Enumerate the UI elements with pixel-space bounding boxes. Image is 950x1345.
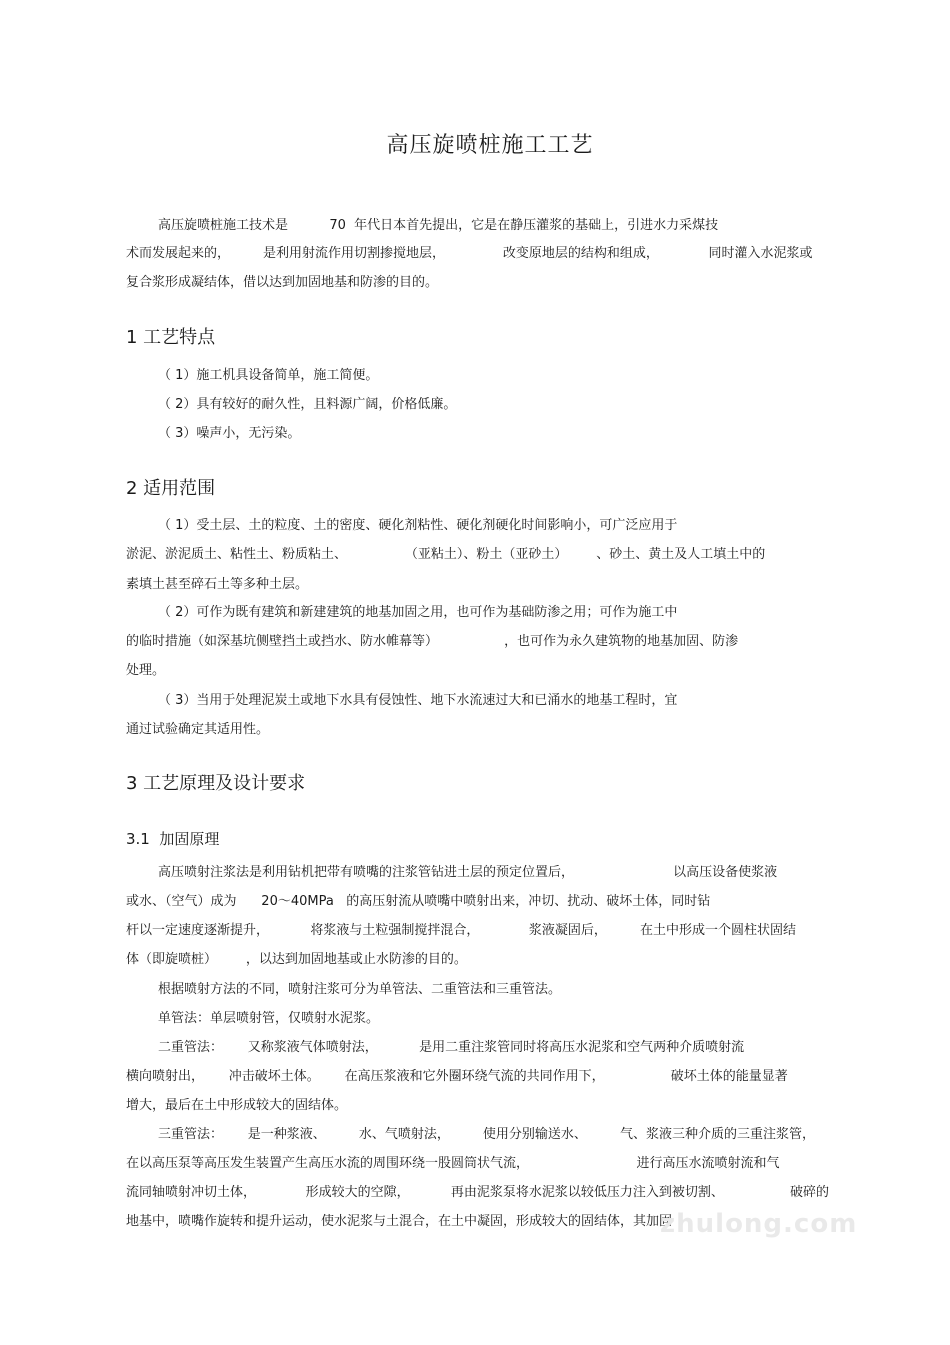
section-heading: 1 工艺特点 [126, 327, 216, 348]
intro-line: 复合浆形成凝结体，借以达到加固地基和防渗的目的。 [126, 275, 439, 290]
paragraph-line: 或水、（空气）成为 20～40MPa 的高压射流从喷嘴中喷射出来，冲切、扰动、破坏土体，同时钻 [126, 894, 711, 909]
paragraph-line: （ 2）可作为既有建筑和新建建筑的地基加固之用，也可作为基础防渗之用；可作为施工中 [158, 605, 678, 620]
page-title: 高压旋喷桩施工工艺 [386, 133, 594, 158]
sub-heading: 3.1 加固原理 [126, 830, 220, 848]
paragraph-line: 单管法：单层喷射管，仅喷射水泥浆。 [158, 1011, 380, 1026]
paragraph-line: 三重管法： 是一种浆液、 水、气喷射法， 使用分别输送水、 气、浆液三种介质的三重注浆管， [158, 1127, 815, 1142]
list-item: （ 2）具有较好的耐久性，且料源广阔，价格低廉。 [158, 397, 457, 412]
paragraph-line: 体（即旋喷桩） ，以达到加固地基或止水防渗的目的。 [126, 952, 467, 967]
paragraph-line: 通过试验确定其适用性。 [126, 722, 270, 737]
paragraph-line: 的临时措施（如深基坑侧壁挡土或挡水、防水帷幕等） ，也可作为永久建筑物的地基加固、防渗 [126, 634, 739, 649]
paragraph-line: （ 1）受土层、土的粒度、土的密度、硬化剂粘性、硬化剂硬化时间影响小，可广泛应用于 [158, 518, 678, 533]
paragraph-line: 处理。 [126, 663, 166, 678]
paragraph-line: 在以高压泵等高压发生装置产生高压水流的周围环绕一股圆筒状气流， 进行高压水流喷射流和气 [126, 1156, 780, 1171]
paragraph-line: 素填土甚至碎石土等多种土层。 [126, 577, 309, 592]
paragraph-line: 淤泥、淤泥质土、粘性土、粉质粘土、 （亚粘土）、粉土（亚砂土） 、砂土、黄土及人工填土中的 [126, 547, 766, 562]
section-heading: 3 工艺原理及设计要求 [126, 773, 306, 794]
paragraph-line: 增大，最后在土中形成较大的固结体。 [126, 1098, 348, 1113]
paragraph-line: 横向喷射出， 冲击破坏土体。 在高压浆液和它外圈环绕气流的共同作用下， 破坏土体的能量显著 [126, 1069, 788, 1084]
paragraph-line: 高压喷射注浆法是利用钻机把带有喷嘴的注浆管钻进土层的预定位置后， 以高压设备使浆液 [158, 865, 778, 880]
list-item: （ 1）施工机具设备简单，施工简便。 [158, 368, 379, 383]
paragraph-line: （ 3）当用于处理泥炭土或地下水具有侵蚀性、地下水流速过大和已涌水的地基工程时，宜 [158, 693, 678, 708]
paragraph-line: 杆以一定速度逐渐提升， 将浆液与土粒强制搅拌混合， 浆液凝固后， 在土中形成一个圆柱状固结 [126, 923, 796, 938]
intro-line: 术而发展起来的， 是利用射流作用切割掺搅地层， 改变原地层的结构和组成， 同时灌入水泥浆或 [126, 246, 813, 261]
intro-line: 高压旋喷桩施工技术是 70 年代日本首先提出，它是在静压灌浆的基础上，引进水力采煤技 [158, 218, 719, 233]
paragraph-line: 地基中，喷嘴作旋转和提升运动，使水泥浆与土混合，在土中凝固，形成较大的固结体，其加固 [126, 1214, 673, 1229]
section-heading: 2 适用范围 [126, 478, 216, 499]
paragraph-line: 根据喷射方法的不同，喷射注浆可分为单管法、二重管法和三重管法。 [158, 982, 562, 997]
list-item: （ 3）噪声小，无污染。 [158, 426, 301, 441]
paragraph-line: 流同轴喷射冲切土体， 形成较大的空隙， 再由泥浆泵将水泥浆以较低压力注入到被切割、 破碎的 [126, 1185, 830, 1200]
watermark: zhulong.com [660, 1209, 858, 1239]
paragraph-line: 二重管法： 又称浆液气体喷射法， 是用二重注浆管同时将高压水泥浆和空气两种介质喷射流 [158, 1040, 745, 1055]
